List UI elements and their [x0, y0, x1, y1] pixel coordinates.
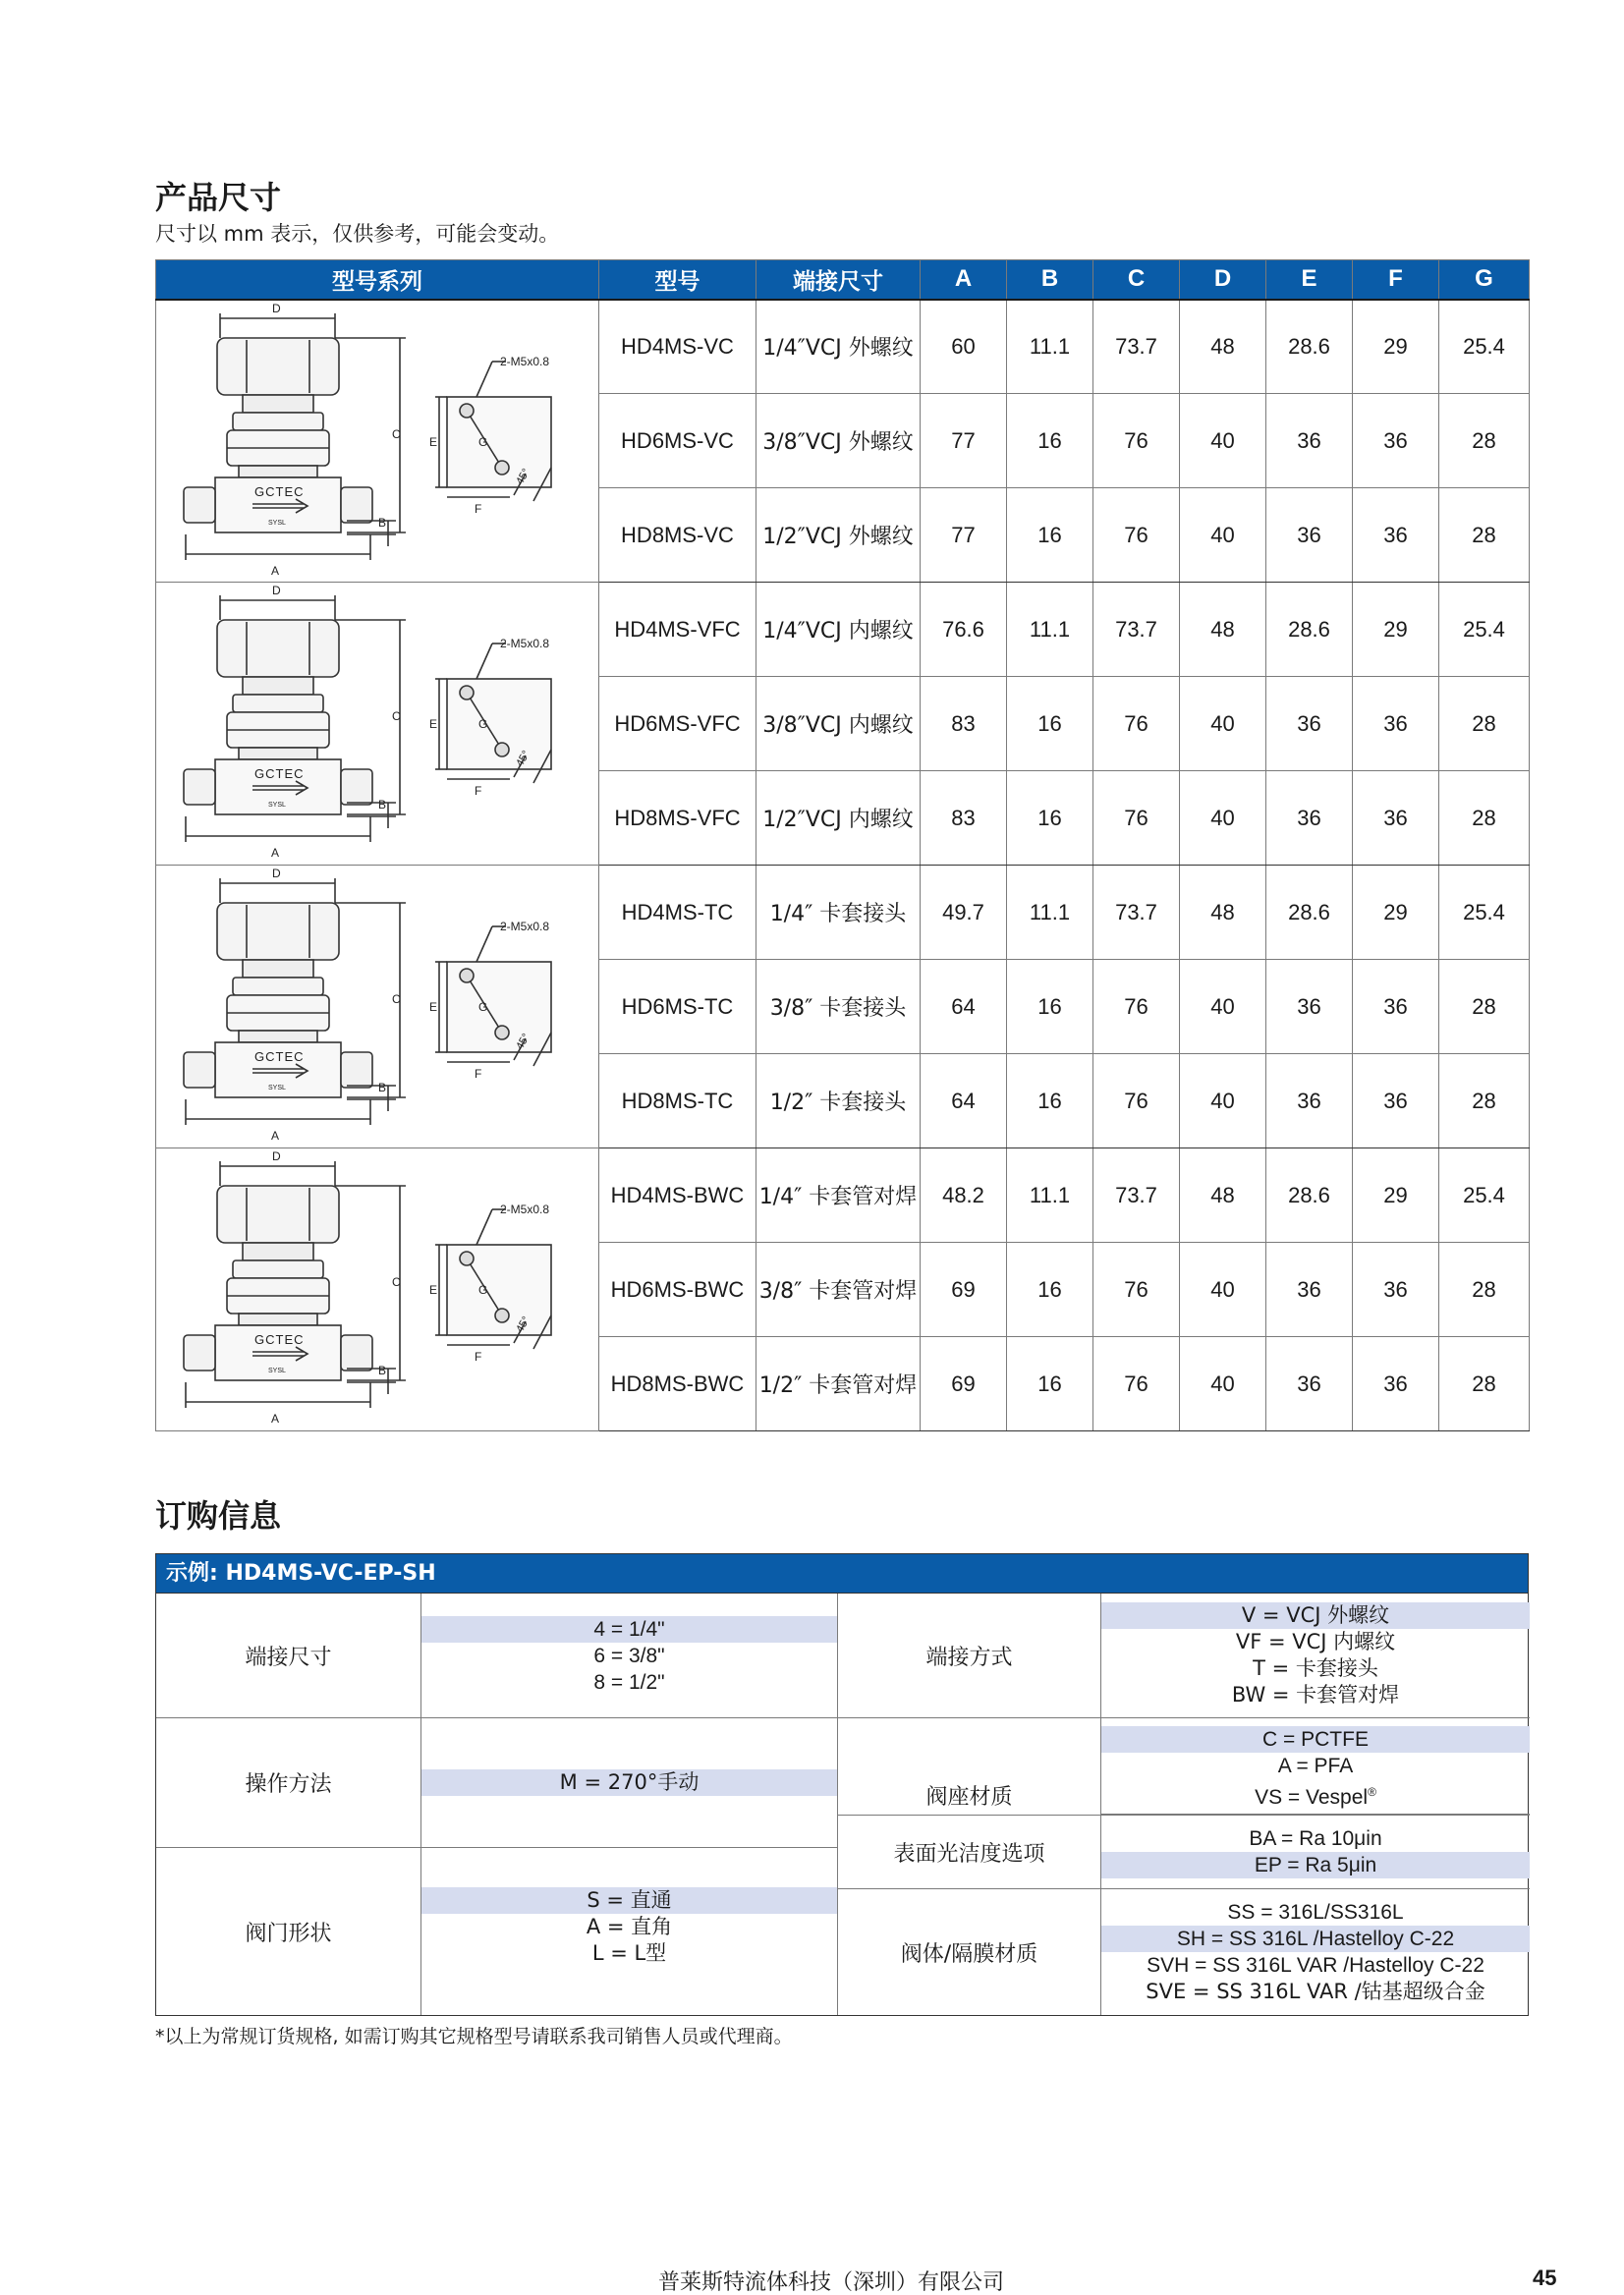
option-finish-ba: BA = Ra 10μin [1249, 1827, 1382, 1850]
cell-dim-a: 60 [921, 300, 1007, 394]
cell-dim-f: 36 [1353, 488, 1439, 583]
cell-dim-b: 16 [1007, 960, 1093, 1054]
cell-model: HD6MS-TC [599, 960, 756, 1054]
option-valve-shape-l: L = L型 [591, 1941, 667, 1965]
label-valve-shape: 阀门形状 [156, 1848, 421, 2015]
cell-model: HD8MS-VC [599, 488, 756, 583]
drawing-label-thread: 2-M5x0.8 [500, 1203, 550, 1216]
drawing-label-d: D [272, 1149, 281, 1163]
cell-dim-c: 73.7 [1093, 866, 1180, 960]
option-seat-vs-text: VS = Vespel [1255, 1786, 1369, 1809]
drawing-label-angle: 45° [514, 749, 532, 769]
cell-dim-f: 36 [1353, 1054, 1439, 1148]
options-end-type [1101, 1594, 1530, 1718]
option-seat-c: C = PCTFE [1101, 1726, 1530, 1753]
drawing-label-thread: 2-M5x0.8 [500, 637, 550, 650]
cell-model: HD8MS-TC [599, 1054, 756, 1148]
drawing-label-e: E [429, 434, 438, 449]
cell-dim-a: 48.2 [921, 1148, 1007, 1243]
gctec-logo: GCTEC [254, 1332, 305, 1347]
cell-dim-g: 28 [1439, 960, 1530, 1054]
header-a: A [921, 260, 1007, 300]
option-body-ss: SS = 316L/SS316L [1227, 1901, 1404, 1924]
page-number: 45 [1533, 2266, 1557, 2290]
option-valve-shape-a: A = 直角 [586, 1915, 673, 1938]
option-end-type-t: T = 卡套接头 [1253, 1656, 1378, 1680]
option-finish-ep: EP = Ra 5μin [1101, 1852, 1530, 1878]
drawing-label-b: B [378, 515, 387, 530]
cell-dim-e: 36 [1266, 394, 1353, 488]
cell-dim-d: 40 [1180, 960, 1266, 1054]
options-body-material [1101, 1889, 1530, 2015]
cell-dim-b: 11.1 [1007, 866, 1093, 960]
header-connection: 端接尺寸 [756, 260, 921, 300]
cell-dim-b: 16 [1007, 1243, 1093, 1337]
drawing-arrow-mark: SYSL [268, 1368, 286, 1374]
drawing-cell [156, 866, 599, 1148]
cell-dim-f: 29 [1353, 583, 1439, 677]
cell-dim-d: 40 [1180, 677, 1266, 771]
options-operation [421, 1718, 838, 1848]
cell-model: HD6MS-VC [599, 394, 756, 488]
drawing-label-c: C [392, 992, 401, 1006]
drawing-label-a: A [271, 1412, 280, 1426]
cell-dim-c: 73.7 [1093, 1148, 1180, 1243]
cell-dim-c: 76 [1093, 1243, 1180, 1337]
cell-dim-b: 16 [1007, 677, 1093, 771]
cell-dim-a: 69 [921, 1243, 1007, 1337]
cell-dim-a: 83 [921, 677, 1007, 771]
drawing-label-angle: 45° [514, 1032, 532, 1052]
cell-dim-f: 36 [1353, 960, 1439, 1054]
cell-connection: 3/8″VCJ 外螺纹 [756, 394, 921, 488]
cell-dim-d: 40 [1180, 771, 1266, 866]
option-seat-vs [1101, 1779, 1530, 1809]
cell-dim-c: 76 [1093, 771, 1180, 866]
header-series: 型号系列 [156, 260, 599, 300]
cell-dim-d: 40 [1180, 1337, 1266, 1431]
options-valve-shape [421, 1848, 838, 2015]
cell-dim-f: 36 [1353, 1337, 1439, 1431]
header-model: 型号 [599, 260, 756, 300]
cell-model: HD4MS-VC [599, 300, 756, 394]
drawing-label-a: A [271, 1129, 280, 1143]
drawing-label-e: E [429, 717, 438, 731]
cell-dim-f: 36 [1353, 1243, 1439, 1337]
drawing-arrow-mark: SYSL [268, 1085, 286, 1092]
cell-dim-a: 69 [921, 1337, 1007, 1431]
cell-dim-f: 36 [1353, 677, 1439, 771]
label-end-type: 端接方式 [838, 1594, 1101, 1718]
cell-dim-g: 28 [1439, 1337, 1530, 1431]
cell-model: HD8MS-BWC [599, 1337, 756, 1431]
cell-dim-b: 16 [1007, 488, 1093, 583]
cell-dim-e: 28.6 [1266, 300, 1353, 394]
valve-dimension-drawing [156, 866, 599, 1145]
ordering-example: 示例: HD4MS-VC-EP-SH [156, 1554, 1528, 1594]
valve-dimension-drawing [156, 1148, 599, 1427]
option-end-size-6: 6 = 3/8" [593, 1644, 665, 1667]
cell-dim-e: 28.6 [1266, 583, 1353, 677]
option-end-size-4: 4 = 1/4" [421, 1616, 837, 1643]
drawing-label-g: G [478, 1000, 488, 1014]
option-end-type-v: V = VCJ 外螺纹 [1101, 1602, 1530, 1629]
header-b: B [1007, 260, 1093, 300]
dimensions-header-row [156, 260, 1530, 300]
cell-dim-a: 83 [921, 771, 1007, 866]
cell-dim-f: 36 [1353, 394, 1439, 488]
cell-dim-c: 76 [1093, 488, 1180, 583]
header-e: E [1266, 260, 1353, 300]
drawing-label-g: G [478, 1283, 488, 1297]
header-d: D [1180, 260, 1266, 300]
drawing-label-angle: 45° [514, 1315, 532, 1335]
dimensions-table [155, 259, 1530, 1431]
cell-dim-d: 48 [1180, 300, 1266, 394]
cell-dim-d: 40 [1180, 488, 1266, 583]
gctec-logo: GCTEC [254, 766, 305, 781]
cell-dim-e: 36 [1266, 960, 1353, 1054]
option-body-sve: SVE = SS 316L VAR /钴基超级合金 [1146, 1980, 1485, 2003]
cell-dim-f: 29 [1353, 866, 1439, 960]
option-operation-m: M = 270°手动 [421, 1769, 837, 1796]
cell-dim-a: 49.7 [921, 866, 1007, 960]
header-g: G [1439, 260, 1530, 300]
option-body-svh: SVH = SS 316L VAR /Hastelloy C-22 [1147, 1954, 1484, 1977]
cell-model: HD4MS-VFC [599, 583, 756, 677]
cell-dim-b: 16 [1007, 771, 1093, 866]
drawing-label-d: D [272, 301, 281, 315]
cell-dim-g: 28 [1439, 1243, 1530, 1337]
cell-dim-f: 29 [1353, 1148, 1439, 1243]
table-row [156, 583, 1530, 677]
cell-dim-a: 77 [921, 488, 1007, 583]
drawing-cell [156, 583, 599, 866]
drawing-label-f: F [475, 1350, 482, 1364]
cell-dim-a: 64 [921, 1054, 1007, 1148]
cell-dim-c: 76 [1093, 960, 1180, 1054]
cell-dim-f: 29 [1353, 300, 1439, 394]
drawing-label-d: D [272, 584, 281, 597]
header-f: F [1353, 260, 1439, 300]
cell-connection: 1/4″VCJ 内螺纹 [756, 583, 921, 677]
drawing-label-d: D [272, 867, 281, 880]
ordering-title: 订购信息 [155, 1497, 282, 1535]
drawing-label-a: A [271, 563, 280, 578]
cell-dim-g: 25.4 [1439, 583, 1530, 677]
drawing-arrow-mark: SYSL [268, 519, 286, 527]
cell-dim-c: 73.7 [1093, 583, 1180, 677]
options-surface-finish [1101, 1815, 1530, 1889]
table-row [156, 300, 1530, 394]
option-seat-a: A = PFA [1277, 1755, 1354, 1777]
cell-connection: 1/2″VCJ 内螺纹 [756, 771, 921, 866]
cell-dim-b: 11.1 [1007, 583, 1093, 677]
cell-dim-b: 16 [1007, 394, 1093, 488]
option-end-type-bw: BW = 卡套管对焊 [1231, 1683, 1400, 1707]
cell-dim-b: 16 [1007, 1337, 1093, 1431]
cell-connection: 1/2″ 卡套接头 [756, 1054, 921, 1148]
cell-dim-g: 28 [1439, 394, 1530, 488]
cell-dim-a: 76.6 [921, 583, 1007, 677]
option-end-size-8: 8 = 1/2" [593, 1670, 665, 1694]
option-body-sh: SH = SS 316L /Hastelloy C-22 [1101, 1926, 1530, 1952]
cell-model: HD4MS-TC [599, 866, 756, 960]
cell-dim-e: 28.6 [1266, 1148, 1353, 1243]
dimensions-note: 尺寸以 mm 表示，仅供参考，可能会变动。 [155, 222, 560, 246]
drawing-label-g: G [478, 717, 488, 731]
cell-connection: 3/8″VCJ 内螺纹 [756, 677, 921, 771]
label-seat-material: 阀座材质 [838, 1718, 1101, 1815]
drawing-cell [156, 1148, 599, 1431]
footnote: *以上为常规订货规格, 如需订购其它规格型号请联系我司销售人员或代理商。 [155, 2026, 793, 2047]
cell-dim-g: 28 [1439, 677, 1530, 771]
cell-dim-g: 25.4 [1439, 300, 1530, 394]
drawing-label-thread: 2-M5x0.8 [500, 354, 550, 368]
cell-dim-f: 36 [1353, 771, 1439, 866]
valve-dimension-drawing [156, 301, 599, 580]
cell-dim-c: 76 [1093, 1054, 1180, 1148]
cell-dim-b: 11.1 [1007, 300, 1093, 394]
drawing-label-b: B [378, 1364, 387, 1377]
label-body-material: 阀体/隔膜材质 [838, 1889, 1101, 2015]
cell-dim-c: 76 [1093, 1337, 1180, 1431]
cell-model: HD4MS-BWC [599, 1148, 756, 1243]
drawing-label-c: C [392, 1275, 401, 1289]
drawing-label-f: F [475, 501, 482, 516]
drawing-label-e: E [429, 1000, 438, 1014]
label-operation: 操作方法 [156, 1718, 421, 1848]
cell-dim-d: 48 [1180, 583, 1266, 677]
drawing-label-angle: 45° [514, 466, 532, 486]
drawing-label-thread: 2-M5x0.8 [500, 920, 550, 933]
cell-dim-b: 16 [1007, 1054, 1093, 1148]
dimensions-title: 产品尺寸 [155, 179, 282, 216]
cell-dim-b: 11.1 [1007, 1148, 1093, 1243]
drawing-label-e: E [429, 1283, 438, 1297]
registered-mark: ® [1368, 1785, 1376, 1799]
gctec-logo: GCTEC [254, 483, 305, 499]
cell-dim-d: 48 [1180, 1148, 1266, 1243]
option-end-type-vf: VF = VCJ 内螺纹 [1235, 1630, 1396, 1653]
drawing-cell [156, 300, 599, 583]
drawing-label-c: C [392, 426, 401, 441]
cell-connection: 1/4″ 卡套接头 [756, 866, 921, 960]
cell-dim-g: 25.4 [1439, 1148, 1530, 1243]
cell-connection: 1/4″ 卡套管对焊 [756, 1148, 921, 1243]
table-row [156, 866, 1530, 960]
drawing-label-c: C [392, 709, 401, 723]
cell-connection: 3/8″ 卡套接头 [756, 960, 921, 1054]
drawing-label-f: F [475, 784, 482, 798]
cell-dim-g: 25.4 [1439, 866, 1530, 960]
cell-model: HD6MS-BWC [599, 1243, 756, 1337]
table-row [156, 1148, 1530, 1243]
cell-dim-g: 28 [1439, 771, 1530, 866]
cell-dim-e: 36 [1266, 1243, 1353, 1337]
ordering-table [155, 1553, 1529, 2016]
cell-dim-e: 36 [1266, 1337, 1353, 1431]
drawing-arrow-mark: SYSL [268, 802, 286, 809]
gctec-logo: GCTEC [254, 1049, 305, 1064]
cell-dim-g: 28 [1439, 488, 1530, 583]
drawing-label-a: A [271, 846, 280, 860]
footer-company: 普莱斯特流体科技（深圳）有限公司 [658, 2270, 1005, 2295]
cell-dim-g: 28 [1439, 1054, 1530, 1148]
options-end-size [421, 1594, 838, 1718]
header-c: C [1093, 260, 1180, 300]
cell-dim-d: 40 [1180, 394, 1266, 488]
label-surface-finish: 表面光洁度选项 [838, 1815, 1101, 1889]
cell-dim-e: 36 [1266, 771, 1353, 866]
cell-dim-a: 64 [921, 960, 1007, 1054]
options-seat-material [1101, 1718, 1530, 1815]
cell-dim-d: 40 [1180, 1054, 1266, 1148]
cell-connection: 1/2″VCJ 外螺纹 [756, 488, 921, 583]
cell-dim-c: 73.7 [1093, 300, 1180, 394]
drawing-label-g: G [478, 434, 488, 449]
drawing-label-f: F [475, 1067, 482, 1081]
cell-dim-d: 48 [1180, 866, 1266, 960]
option-valve-shape-s: S = 直通 [421, 1887, 837, 1914]
cell-dim-c: 76 [1093, 394, 1180, 488]
cell-connection: 3/8″ 卡套管对焊 [756, 1243, 921, 1337]
drawing-label-b: B [378, 798, 387, 812]
valve-dimension-drawing [156, 583, 599, 862]
cell-dim-e: 36 [1266, 488, 1353, 583]
cell-model: HD8MS-VFC [599, 771, 756, 866]
cell-dim-a: 77 [921, 394, 1007, 488]
drawing-label-b: B [378, 1081, 387, 1094]
cell-connection: 1/4″VCJ 外螺纹 [756, 300, 921, 394]
cell-model: HD6MS-VFC [599, 677, 756, 771]
cell-dim-c: 76 [1093, 677, 1180, 771]
label-end-size: 端接尺寸 [156, 1594, 421, 1718]
cell-dim-e: 36 [1266, 1054, 1353, 1148]
cell-dim-e: 36 [1266, 677, 1353, 771]
cell-connection: 1/2″ 卡套管对焊 [756, 1337, 921, 1431]
cell-dim-e: 28.6 [1266, 866, 1353, 960]
cell-dim-d: 40 [1180, 1243, 1266, 1337]
